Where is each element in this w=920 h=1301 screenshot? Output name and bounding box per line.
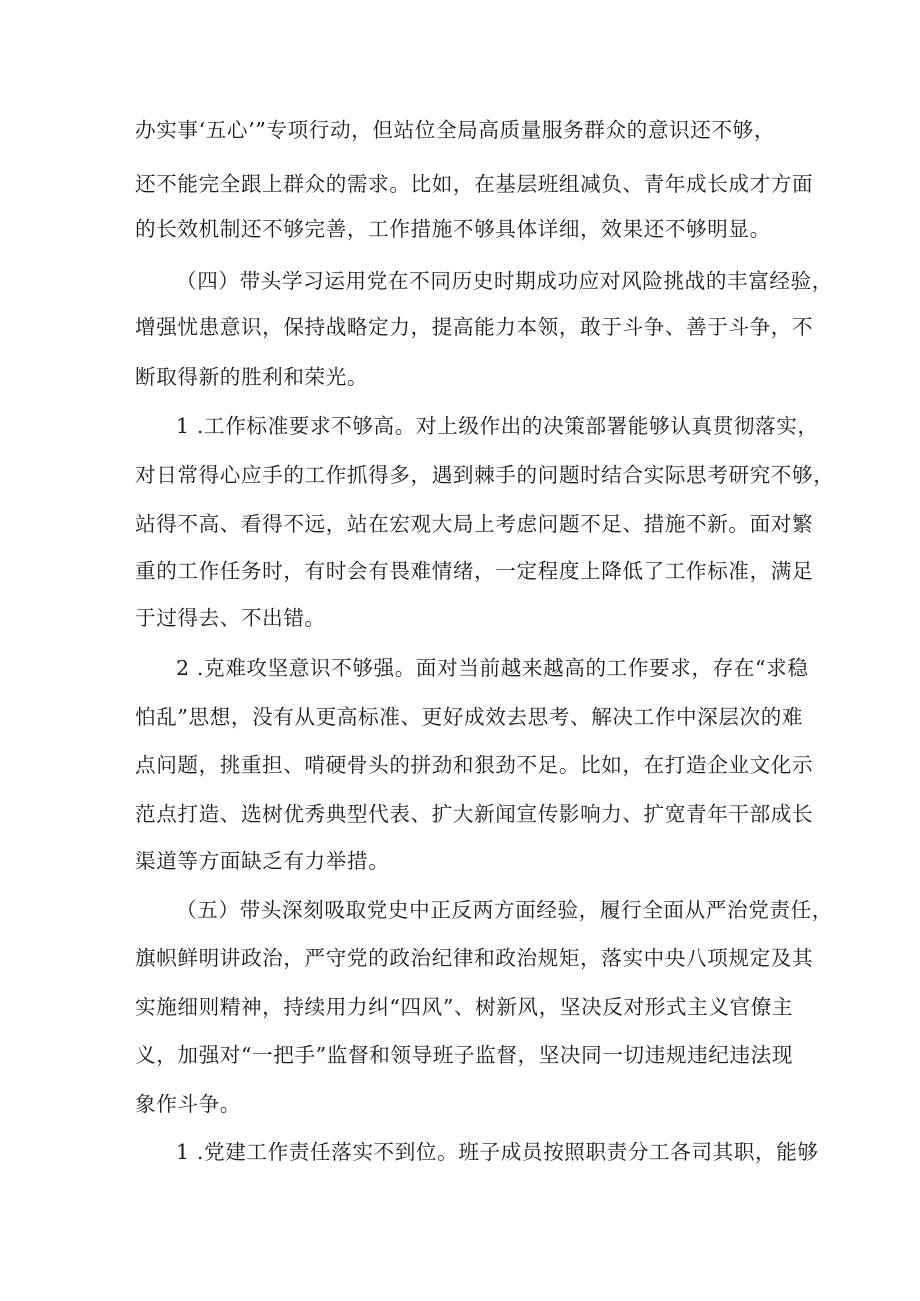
text-line: 办实事‘五心’”专项行动，但站位全局高质量服务群众的意识还不够， <box>135 118 776 142</box>
text-line: 实施细则精神，持续用力纠“四风”、树新风，坚决反对形式主义官僚主 <box>135 995 794 1019</box>
text-line: 断取得新的胜利和荣光。 <box>135 365 369 389</box>
text-line: 范点打造、选树优秀典型代表、扩大新闻宣传影响力、扩宽青年干部成长 <box>135 802 814 826</box>
text-line: 的长效机制还不够完善，工作措施不够具体详细，效果还不够明显。 <box>135 217 771 241</box>
list-item-1: 1 .工作标准要求不够高。对上级作出的决策部署能够认真贯彻落实， <box>176 414 819 438</box>
text-line: 渠道等方面缺乏有力举措。 <box>135 849 390 873</box>
text-line: 对日常得心应手的工作抓得多，遇到棘手的问题时结合实际思考研究不够， <box>135 463 835 487</box>
text-line: 重的工作任务时，有时会有畏难情绪，一定程度上降低了工作标准，满足 <box>135 559 814 583</box>
text-line: 怕乱”思想，没有从更高标准、更好成效去思考、解决工作中深层次的难 <box>135 705 804 729</box>
text-line: 旗帜鲜明讲政治，严守党的政治纪律和政治规矩，落实中央八项规定及其 <box>135 946 814 970</box>
text-line: 增强忧患意识，保持战略定力，提高能力本领，敢于斗争、善于斗争，不 <box>135 315 814 339</box>
text-line: 于过得去、不出错。 <box>135 606 326 630</box>
text-line: 义，加强对“一把手”监督和领导班子监督，坚决同一切违规违纪违法现 <box>135 1043 794 1067</box>
section-heading-5: （五）带头深刻吸取党史中正反两方面经验，履行全面从严治党责任， <box>176 898 834 922</box>
text-line: 象作斗争。 <box>135 1092 241 1116</box>
text-line: 还不能完全跟上群众的需求。比如，在基层班组减负、青年成长成才方面 <box>135 172 814 196</box>
text-line: 站得不高、看得不远，站在宏观大局上考虑问题不足、措施不新。面对繁 <box>135 512 814 536</box>
text-line: 点问题，挑重担、啃硬骨头的拼劲和狠劲不足。比如，在打造企业文化示 <box>135 753 814 777</box>
list-item-1: 1 .党建工作责任落实不到位。班子成员按照职责分工各司其职，能够 <box>176 1140 819 1164</box>
list-item-2: 2 .克难攻坚意识不够强。面对当前越来越高的工作要求，存在“求稳 <box>176 656 809 680</box>
section-heading-4: （四）带头学习运用党在不同历史时期成功应对风险挑战的丰富经验， <box>176 269 834 293</box>
